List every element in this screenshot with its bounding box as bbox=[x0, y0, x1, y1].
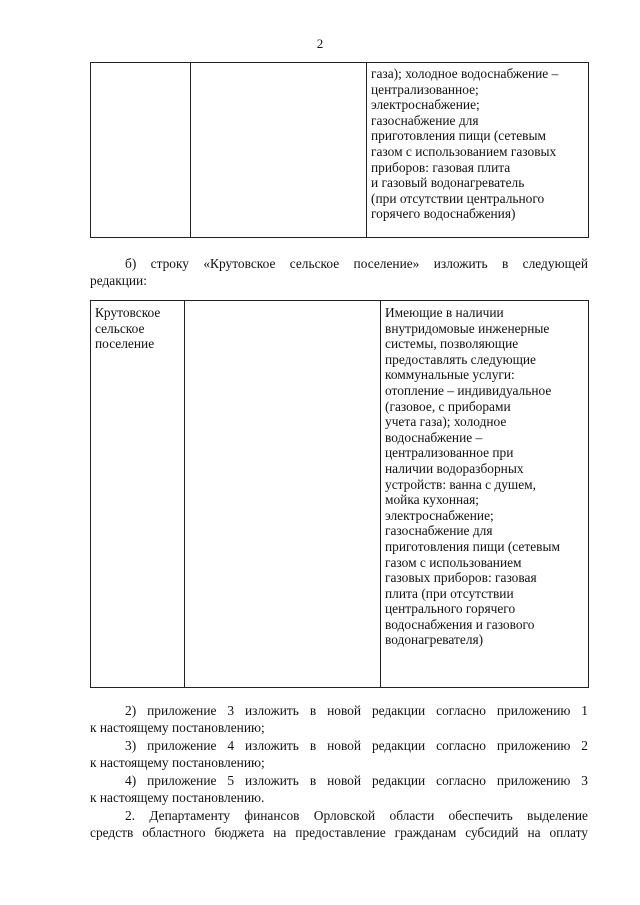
table-krutovskoe bbox=[90, 300, 589, 688]
cell-line: внутридомовые инженерные bbox=[385, 320, 550, 336]
cell-line: устройств: ванна с душем, bbox=[385, 476, 536, 492]
cell-line: коммунальные услуги: bbox=[385, 367, 515, 383]
cell-line: газом с использованием bbox=[385, 554, 522, 570]
cell-line: газоснабжение для bbox=[385, 523, 493, 539]
table-continuation bbox=[90, 62, 589, 238]
cell-line: газа); холодное водоснабжение – bbox=[371, 66, 559, 81]
cell-line: приборов: газовая плита bbox=[371, 159, 511, 175]
paragraph-line: к настоящему постановлению. bbox=[90, 790, 265, 805]
cell-line: поселение bbox=[95, 336, 155, 352]
cell-line: горячего водоснабжения) bbox=[371, 206, 516, 222]
cell-line: водонагревателя) bbox=[385, 632, 484, 648]
paragraph-line: 3) приложение 4 изложить в новой редакции согласно приложению 2 bbox=[125, 738, 588, 753]
cell-line: электроснабжение; bbox=[385, 507, 494, 523]
paragraph-line: редакции: bbox=[90, 273, 147, 288]
table1-cell-middle bbox=[191, 63, 367, 238]
paragraph-2 bbox=[90, 807, 588, 841]
table1-cell-conditions bbox=[367, 63, 589, 238]
cell-line: (газовое, с приборами bbox=[385, 398, 511, 414]
item-2 bbox=[90, 702, 588, 736]
table1-cell-settlement bbox=[91, 63, 191, 238]
cell-line: системы, позволяющие bbox=[385, 336, 519, 352]
table-row bbox=[91, 301, 589, 688]
table2-cell-settlement bbox=[91, 301, 185, 688]
cell-line: приготовления пищи (сетевым bbox=[371, 128, 546, 144]
cell-line: плита (при отсутствии bbox=[385, 585, 514, 601]
cell-line: центрального горячего bbox=[385, 601, 516, 617]
paragraph-line: к настоящему постановлению; bbox=[90, 755, 265, 770]
paragraph-line: средств областного бюджета на предоставление гражданам субсидий на оплату bbox=[90, 825, 588, 840]
paragraph-b bbox=[90, 255, 588, 289]
paragraph-line: 4) приложение 5 изложить в новой редакции согласно приложению 3 bbox=[125, 773, 588, 788]
cell-line: электроснабжение; bbox=[371, 97, 480, 113]
cell-line: наличии водоразборных bbox=[385, 460, 524, 476]
cell-line: сельское bbox=[95, 320, 145, 336]
item-3 bbox=[90, 737, 588, 771]
cell-line: предоставлять следующие bbox=[385, 351, 536, 367]
paragraph-line: к настоящему постановлению; bbox=[90, 720, 265, 735]
table-row bbox=[91, 63, 589, 238]
cell-line: отопление – индивидуальное bbox=[385, 382, 552, 398]
page-number: 2 bbox=[316, 36, 324, 51]
cell-line: Крутовское bbox=[95, 305, 161, 320]
cell-line: мойка кухонная; bbox=[385, 492, 479, 508]
cell-line: (при отсутствии центрального bbox=[371, 190, 545, 206]
paragraph-line: 2) приложение 3 изложить в новой редакции согласно приложению 1 bbox=[125, 703, 588, 718]
cell-line: приготовления пищи (сетевым bbox=[385, 538, 560, 554]
item-4 bbox=[90, 772, 588, 806]
cell-line: учета газа); холодное bbox=[385, 414, 507, 430]
paragraph-line: б) строку «Крутовское сельское поселение» изложить в следующей bbox=[125, 256, 588, 271]
cell-line: централизованное; bbox=[371, 81, 479, 97]
cell-line: газом с использованием газовых bbox=[371, 143, 557, 159]
table2-cell-conditions bbox=[381, 301, 589, 688]
cell-line: централизованное при bbox=[385, 445, 514, 461]
cell-line: водоснабжение – bbox=[385, 429, 483, 445]
cell-line: газоснабжение для bbox=[371, 112, 479, 128]
cell-line: и газовый водонагреватель bbox=[371, 175, 525, 191]
cell-line: газовых приборов: газовая bbox=[385, 570, 537, 586]
cell-line: водоснабжения и газового bbox=[385, 616, 535, 632]
table2-cell-middle bbox=[185, 301, 381, 688]
paragraph-line: 2. Департаменту финансов Орловской области обеспечить выделение bbox=[125, 808, 588, 823]
cell-line: Имеющие в наличии bbox=[385, 305, 504, 320]
